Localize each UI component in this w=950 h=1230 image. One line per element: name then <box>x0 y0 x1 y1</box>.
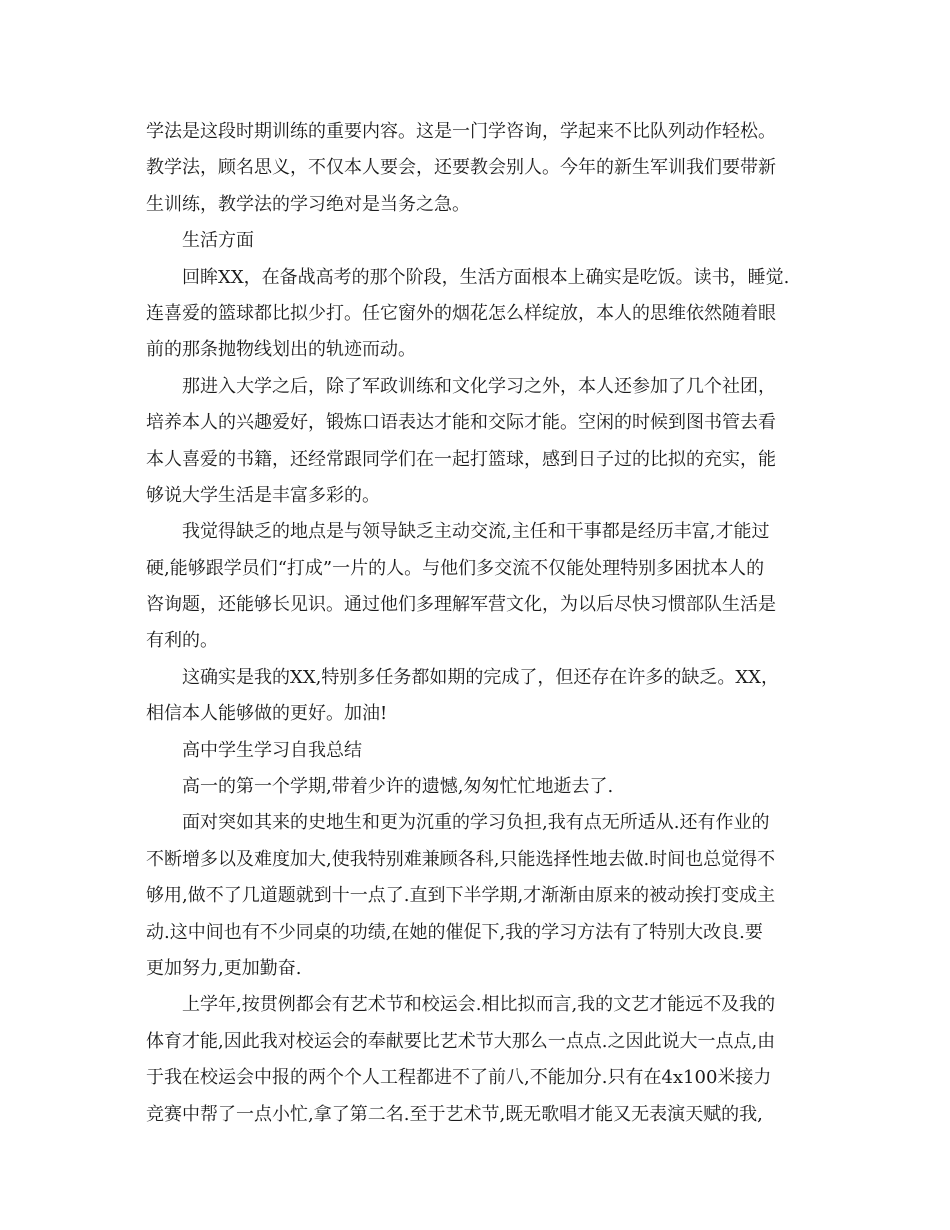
text-line: 动.这中间也有不少同桌的功绩,在她的催促下,我的学习方法有了特别大改良.要 <box>146 921 763 943</box>
text-line: 有利的。 <box>146 630 218 652</box>
text-line: 那进入大学之后，除了军政训练和文化学习之外，本人还参加了几个社团， <box>182 375 776 397</box>
text-line: 这确实是我的XX,特别多任务都如期的完成了，但还存在许多的缺乏。XX， <box>182 666 779 688</box>
text-line: 体育才能,因此我对校运会的奉献要比艺术节大那么一点点.之因此说大一点点,由 <box>146 1030 776 1052</box>
section-heading: 生活方面 <box>182 230 254 252</box>
text-line: 高一的第一个学期,带着少许的遗憾,匆匆忙忙地逝去了. <box>182 776 614 798</box>
text-line: 更加努力,更加勤奋. <box>146 957 302 979</box>
text-line: 于我在校运会中报的两个个人工程都进不了前八,不能加分.只有在4x100米接力 <box>146 1067 772 1089</box>
text-line: 回眸XX，在备战高考的那个阶段，生活方面根本上确实是吃饭。读书，睡觉. <box>182 266 790 288</box>
text-line: 够说大学生活是丰富多彩的。 <box>146 484 380 506</box>
text-line: 面对突如其来的史地生和更为沉重的学习负担,我有点无所适从.还有作业的 <box>182 812 770 834</box>
text-line: 培养本人的兴趣爱好，锻炼口语表达才能和交际才能。空闲的时候到图书管去看 <box>146 412 776 434</box>
text-line: 生训练，教学法的学习绝对是当务之急。 <box>146 193 470 215</box>
text-line: 硬,能够跟学员们“打成”一片的人。与他们多交流不仅能处理特别多困扰本人的 <box>146 557 765 579</box>
section-heading: 高中学生学习自我总结 <box>182 739 362 761</box>
text-line: 相信本人能够做的更好。加油! <box>146 703 388 725</box>
text-line: 竞赛中帮了一点小忙,拿了第二名.至于艺术节,既无歌唱才能又无表演天赋的我, <box>146 1103 763 1125</box>
text-line: 前的那条抛物线划出的轨迹而动。 <box>146 339 416 361</box>
document-body <box>146 114 806 1133</box>
text-line: 够用,做不了几道题就到十一点了.直到下半学期,才渐渐由原来的被动挨打变成主 <box>146 885 776 907</box>
text-line: 不断增多以及难度加大,使我特别难兼顾各科,只能选择性地去做.时间也总觉得不 <box>146 848 776 870</box>
text-line: 上学年,按贯例都会有艺术节和校运会.相比拟而言,我的文艺才能远不及我的 <box>182 994 776 1016</box>
text-line: 我觉得缺乏的地点是与领导缺乏主动交流,主任和干事都是经历丰富,才能过 <box>182 521 770 543</box>
text-line: 学法是这段时期训练的重要内容。这是一门学咨询，学起来不比队列动作轻松。 <box>146 121 776 142</box>
text-line: 连喜爱的篮球都比拟少打。任它窗外的烟花怎么样绽放，本人的思维依然随着眼 <box>146 302 776 324</box>
text-line: 本人喜爱的书籍，还经常跟同学们在一起打篮球，感到日子过的比拟的充实，能 <box>146 448 776 470</box>
text-line: 教学法，顾名思义，不仅本人要会，还要教会别人。今年的新生军训我们要带新 <box>146 157 776 179</box>
text-line: 咨询题，还能够长见识。通过他们多理解军营文化，为以后尽快习惯部队生活是 <box>146 594 776 616</box>
